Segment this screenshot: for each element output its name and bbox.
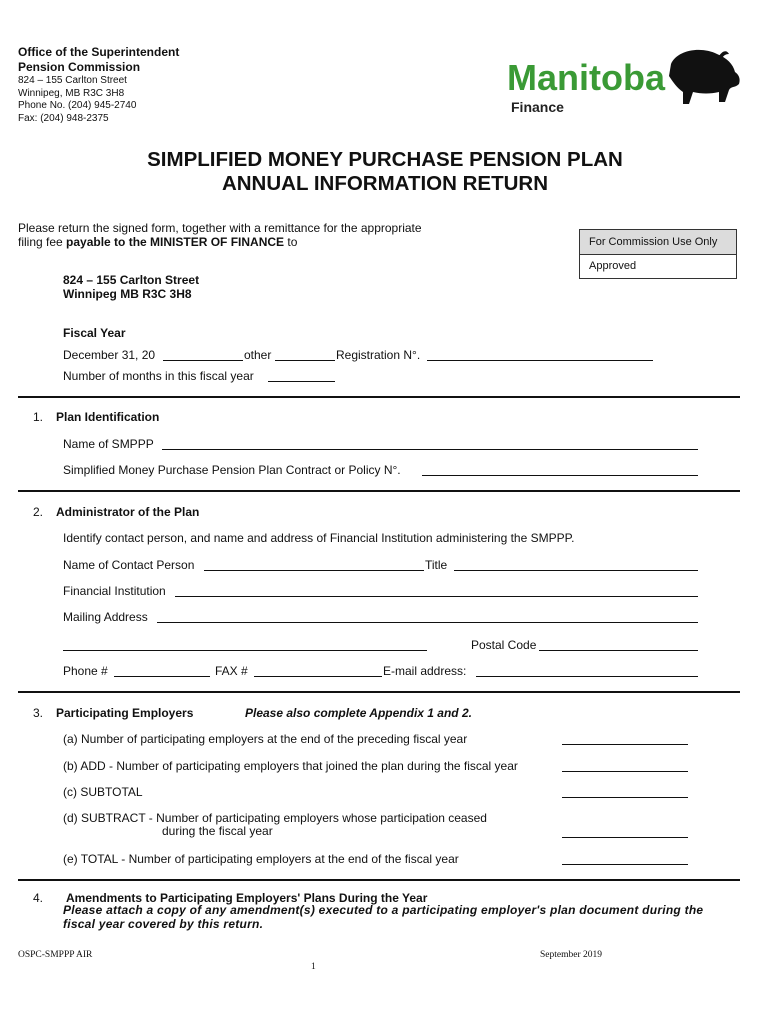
s3-d-field[interactable] [562, 823, 688, 838]
contract-label: Simplified Money Purchase Pension Plan Contract or Policy N°. [63, 463, 401, 477]
postal-field[interactable] [539, 636, 698, 651]
intro-text: Please return the signed form, together with a remittance for the appropriate filing fee payable to the MINISTER OF FINANCE to [18, 221, 422, 249]
s3-note: Please also complete Appendix 1 and 2. [245, 706, 472, 720]
s3-e-field[interactable] [562, 850, 688, 865]
office-name: Office of the Superintendent Pension Commission [18, 45, 180, 74]
smppp-name-label: Name of SMPPP [63, 437, 154, 451]
commission-header: For Commission Use Only [580, 230, 736, 255]
fiscal-other-label: other [244, 348, 272, 362]
commission-use-box [579, 229, 737, 279]
s2-heading: Administrator of the Plan [56, 505, 200, 519]
contract-field[interactable] [422, 461, 698, 476]
s3-b-label: (b) ADD - Number of participating employers that joined the plan during the fiscal year [63, 759, 518, 773]
page-number: 1 [311, 962, 316, 972]
mailing-label: Mailing Address [63, 610, 148, 624]
fax-field[interactable] [254, 662, 382, 677]
phone-label: Phone # [63, 664, 108, 678]
contact-label: Name of Contact Person [63, 558, 195, 572]
s4-number: 4. [33, 891, 44, 905]
s3-a-field[interactable] [562, 730, 688, 745]
s4-heading: Amendments to Participating Employers' Plans During the Year [66, 891, 428, 905]
registration-field[interactable] [427, 346, 653, 361]
email-field[interactable] [476, 662, 698, 677]
email-label: E-mail address: [383, 664, 467, 678]
institution-field[interactable] [175, 582, 698, 597]
smppp-name-field[interactable] [162, 435, 698, 450]
logo-sub: Finance [511, 99, 564, 115]
title-field[interactable] [454, 556, 698, 571]
mail-to-address: 824 – 155 Carlton Street Winnipeg MB R3C 3H8 [63, 273, 200, 301]
s3-a-label: (a) Number of participating employers at the end of the preceding fiscal year [63, 732, 468, 746]
s3-d-label: (d) SUBTRACT - Number of participating employers whose participation ceased during the fiscal year [63, 811, 487, 838]
months-field[interactable] [268, 367, 335, 382]
form-date: September 2019 [540, 950, 603, 960]
s3-heading: Participating Employers [56, 706, 194, 720]
fiscal-dec-label: December 31, 20 [63, 348, 156, 362]
page-title: SIMPLIFIED MONEY PURCHASE PENSION PLAN ANNUAL INFORMATION RETURN [147, 148, 623, 195]
registration-label: Registration N°. [336, 348, 421, 362]
form-code: OSPC-SMPPP AIR [18, 950, 93, 960]
s3-c-field[interactable] [562, 783, 688, 798]
manitoba-logo [505, 42, 745, 122]
fiscal-other-field[interactable] [275, 346, 335, 361]
logo-word: Manitoba [507, 57, 665, 98]
s4-note: Please attach a copy of any amendment(s) executed to a participating employer's plan document during the fiscal year covered by this return. [63, 903, 704, 931]
bison-icon [669, 50, 740, 104]
s3-e-label: (e) TOTAL - Number of participating employers at the end of the fiscal year [63, 852, 459, 866]
section-divider [18, 691, 740, 693]
s3-c-label: (c) SUBTOTAL [63, 785, 143, 799]
fiscal-year-heading: Fiscal Year [63, 326, 126, 340]
phone-field[interactable] [114, 662, 210, 677]
identify-text: Identify contact person, and name and address of Financial Institution administering the SMPPP. [63, 531, 575, 545]
s1-number: 1. [33, 410, 44, 424]
title-label: Title [425, 558, 448, 572]
approved-label: Approved [589, 260, 637, 272]
contact-field[interactable] [204, 556, 424, 571]
mailing-field-line2[interactable] [63, 636, 427, 651]
institution-label: Financial Institution [63, 584, 166, 598]
months-label: Number of months in this fiscal year [63, 369, 254, 383]
fax-label: FAX # [215, 664, 248, 678]
section-divider [18, 490, 740, 492]
s2-number: 2. [33, 505, 44, 519]
mailing-field[interactable] [157, 608, 698, 623]
s3-b-field[interactable] [562, 757, 688, 772]
s3-number: 3. [33, 706, 44, 720]
s1-heading: Plan Identification [56, 410, 160, 424]
section-divider [18, 396, 740, 398]
office-address: 824 – 155 Carlton Street Winnipeg, MB R3C 3H8 Phone No. (204) 945-2740 Fax: (204) 948-2375 [18, 75, 137, 124]
postal-label: Postal Code [471, 638, 537, 652]
fiscal-year-field[interactable] [163, 346, 243, 361]
section-divider [18, 879, 740, 881]
